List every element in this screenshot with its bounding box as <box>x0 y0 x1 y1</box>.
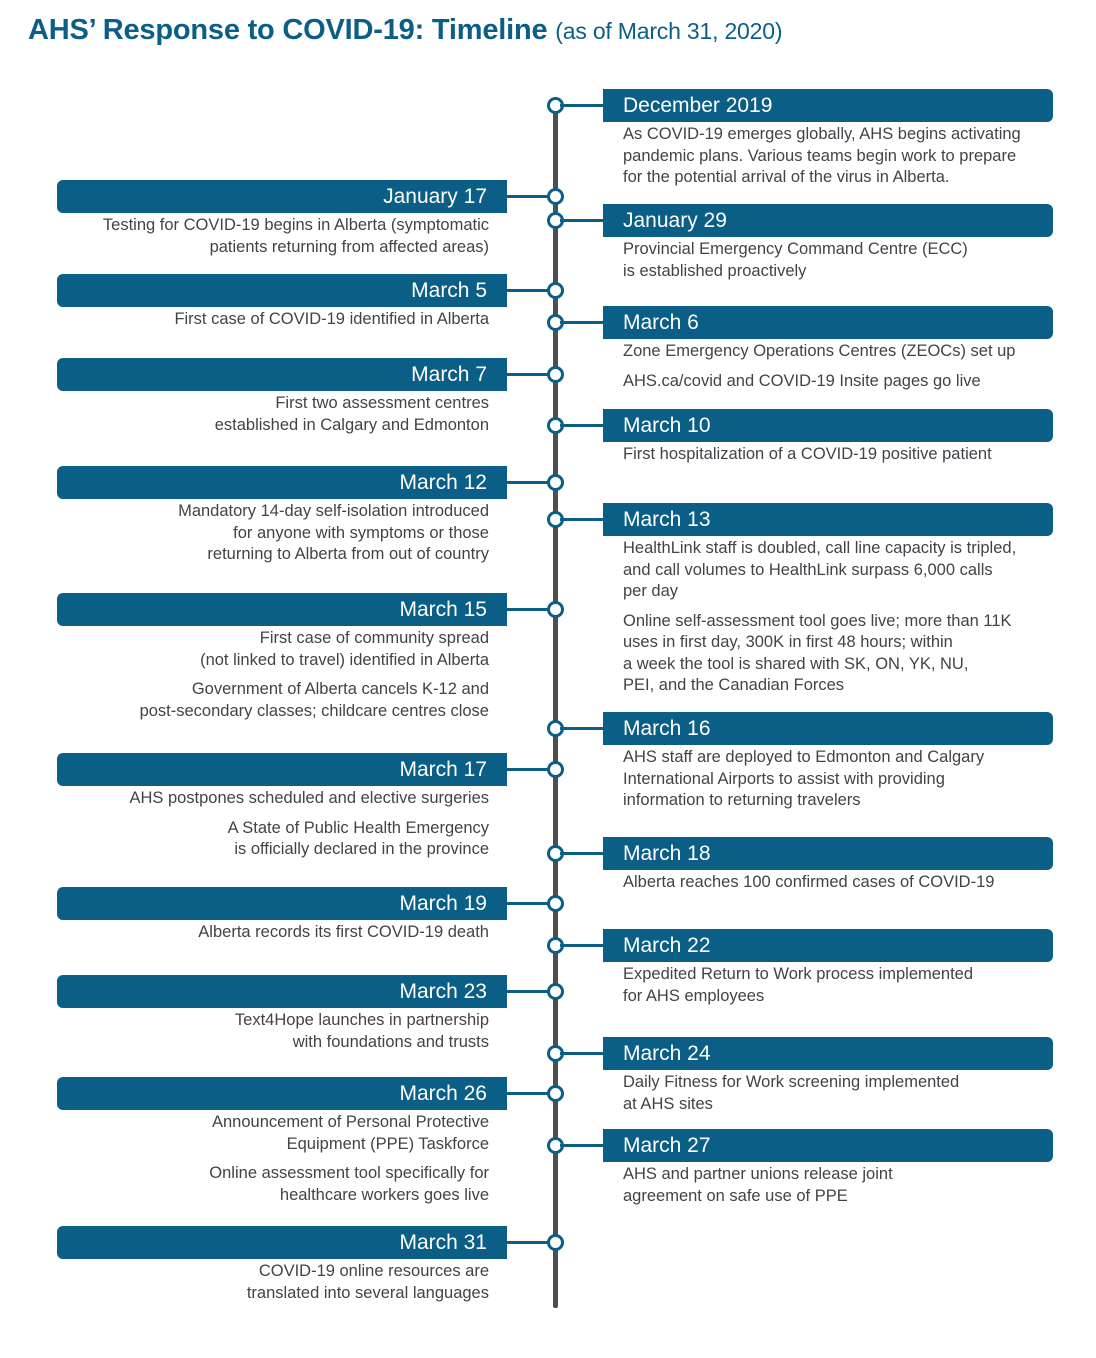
event-text-line: Mandatory 14-day self-isolation introduced <box>178 502 489 520</box>
event-text-line: with foundations and trusts <box>292 1032 489 1051</box>
event-description <box>623 747 1053 812</box>
timeline-connector <box>505 373 549 376</box>
event-description <box>623 872 1053 894</box>
event-paragraph <box>623 964 1053 1007</box>
event-text-line: AHS and partner unions release joint <box>623 1165 893 1183</box>
event-text-line: for AHS employees <box>623 986 765 1005</box>
event-description <box>49 1010 489 1053</box>
event-description <box>49 628 489 722</box>
event-text-line: healthcare workers goes live <box>279 1185 489 1204</box>
event-text-line: A State of Public Health Emergency <box>227 818 489 837</box>
timeline-connector <box>505 1092 549 1095</box>
event-description <box>623 341 1053 392</box>
timeline-connector <box>505 289 549 292</box>
event-date: March 15 <box>57 593 507 626</box>
timeline-connector <box>560 1144 606 1147</box>
event-description <box>623 1164 1053 1207</box>
event-text-line: a week the tool is shared with SK, ON, YK, NU, <box>623 654 969 673</box>
event-paragraph <box>49 215 489 258</box>
event-paragraph <box>49 1163 489 1206</box>
event-description <box>623 444 1053 466</box>
timeline-connector <box>560 104 606 107</box>
event-text-line: for the potential arrival of the virus in Alberta. <box>623 168 950 186</box>
event-date: March 22 <box>603 929 1053 962</box>
event-paragraph <box>49 922 489 944</box>
event-text-line: As COVID-19 emerges globally, AHS begins activating <box>623 125 1021 143</box>
event-date: January 29 <box>603 204 1053 237</box>
event-description <box>49 1261 489 1304</box>
timeline-connector <box>560 944 606 947</box>
event-paragraph <box>623 444 1053 466</box>
event-text-line: per day <box>623 582 679 600</box>
timeline-marker <box>547 895 564 912</box>
timeline-connector <box>505 1241 549 1244</box>
event-description <box>623 1072 1053 1115</box>
event-text-line: Provincial Emergency Command Centre (ECC) <box>623 240 968 258</box>
event-date: March 27 <box>603 1129 1053 1162</box>
event-text-line: First hospitalization of a COVID-19 positive patient <box>623 445 992 463</box>
event-text-line: uses in first day, 300K in first 48 hours; within <box>623 633 953 651</box>
event-text-line: HealthLink staff is doubled, call line capacity is tripled, <box>623 539 1017 557</box>
event-date: March 12 <box>57 466 507 499</box>
timeline-connector <box>560 321 606 324</box>
timeline-connector <box>505 768 549 771</box>
timeline-connector <box>560 424 606 427</box>
event-date: March 10 <box>603 409 1053 442</box>
event-text-line: and call volumes to HealthLink surpass 6,000 calls <box>623 560 993 579</box>
timeline-marker <box>547 366 564 383</box>
event-date: March 26 <box>57 1077 507 1110</box>
event-text-line: Expedited Return to Work process implemented <box>623 965 974 983</box>
event-text-line: translated into several languages <box>246 1283 489 1302</box>
event-paragraph <box>49 788 489 810</box>
title-date: (as of March 31, 2020) <box>555 18 783 44</box>
timeline-connector <box>505 195 549 198</box>
event-paragraph <box>49 1261 489 1304</box>
event-date: March 31 <box>57 1226 507 1259</box>
title-main: AHS’ Response to COVID-19: Timeline <box>28 14 548 46</box>
event-date: January 17 <box>57 180 507 213</box>
timeline-marker <box>547 282 564 299</box>
event-text-line: AHS.ca/covid and COVID-19 Insite pages go live <box>623 371 981 390</box>
page-title <box>28 14 782 47</box>
event-paragraph <box>49 309 489 331</box>
event-text-line: Zone Emergency Operations Centres (ZEOCs) set up <box>623 342 1016 360</box>
event-date: March 6 <box>603 306 1053 339</box>
event-description <box>623 124 1053 189</box>
event-text-line: agreement on safe use of PPE <box>623 1186 848 1205</box>
event-text-line: Online self-assessment tool goes live; more than 11K <box>623 611 1012 630</box>
event-date: March 19 <box>57 887 507 920</box>
timeline-marker <box>547 601 564 618</box>
event-description <box>623 239 1053 282</box>
timeline-marker <box>547 188 564 205</box>
event-description <box>49 788 489 861</box>
event-text-line: Announcement of Personal Protective <box>212 1113 489 1131</box>
timeline-marker <box>547 474 564 491</box>
event-date: March 24 <box>603 1037 1053 1070</box>
event-text-line: established in Calgary and Edmonton <box>214 415 489 434</box>
event-date: December 2019 <box>603 89 1053 122</box>
event-text-line: is officially declared in the province <box>234 840 489 858</box>
event-paragraph <box>623 124 1053 189</box>
event-date: March 7 <box>57 358 507 391</box>
event-text-line: AHS postpones scheduled and elective surgeries <box>129 789 489 807</box>
timeline-connector <box>560 852 606 855</box>
event-paragraph <box>623 341 1053 363</box>
event-text-line: is established proactively <box>623 261 807 280</box>
event-text-line: patients returning from affected areas) <box>209 237 489 256</box>
event-paragraph <box>623 747 1053 812</box>
event-description <box>49 1112 489 1206</box>
event-paragraph <box>623 1072 1053 1115</box>
event-text-line: Equipment (PPE) Taskforce <box>286 1134 489 1153</box>
event-paragraph <box>623 1164 1053 1207</box>
event-text-line: Testing for COVID-19 begins in Alberta (symptomatic <box>102 216 489 234</box>
event-date: March 13 <box>603 503 1053 536</box>
event-text-line: AHS staff are deployed to Edmonton and Calgary <box>623 748 985 766</box>
event-text-line: information to returning travelers <box>623 791 861 809</box>
timeline-connector <box>560 219 606 222</box>
event-text-line: PEI, and the Canadian Forces <box>623 676 845 694</box>
timeline-marker <box>547 761 564 778</box>
event-paragraph <box>623 371 1053 393</box>
event-description <box>49 501 489 566</box>
event-paragraph <box>49 1010 489 1053</box>
event-text-line: First two assessment centres <box>275 394 489 412</box>
event-paragraph <box>49 628 489 671</box>
event-description <box>623 964 1053 1007</box>
event-description <box>49 215 489 258</box>
event-date: March 17 <box>57 753 507 786</box>
event-text-line: pandemic plans. Various teams begin work to prepare <box>623 146 1017 165</box>
event-date: March 5 <box>57 274 507 307</box>
event-paragraph <box>49 393 489 436</box>
event-paragraph <box>49 501 489 566</box>
event-date: March 18 <box>603 837 1053 870</box>
event-text-line: (not linked to travel) identified in Alberta <box>200 650 489 669</box>
event-text-line: Alberta reaches 100 confirmed cases of COVID-19 <box>623 873 995 891</box>
timeline-connector <box>560 518 606 521</box>
timeline-connector <box>505 608 549 611</box>
timeline-connector <box>505 481 549 484</box>
event-text-line: for anyone with symptoms or those <box>233 523 489 542</box>
event-paragraph <box>623 611 1053 697</box>
event-text-line: Online assessment tool specifically for <box>209 1164 489 1182</box>
event-text-line: post-secondary classes; childcare centres close <box>139 701 489 720</box>
event-paragraph <box>49 1112 489 1155</box>
event-text-line: Alberta records its first COVID-19 death <box>198 923 489 941</box>
event-description <box>623 538 1053 697</box>
event-text-line: returning to Alberta from out of country <box>207 545 489 563</box>
event-paragraph <box>49 679 489 722</box>
event-text-line: First case of COVID-19 identified in Alberta <box>174 310 489 328</box>
timeline-marker <box>547 1234 564 1251</box>
event-paragraph <box>623 239 1053 282</box>
event-text-line: at AHS sites <box>623 1094 713 1113</box>
event-text-line: Text4Hope launches in partnership <box>234 1011 489 1029</box>
event-text-line: COVID-19 online resources are <box>258 1262 489 1280</box>
event-description <box>49 309 489 331</box>
event-date: March 23 <box>57 975 507 1008</box>
timeline-connector <box>560 1052 606 1055</box>
event-paragraph <box>49 818 489 861</box>
event-text-line: Government of Alberta cancels K-12 and <box>191 680 489 698</box>
timeline-marker <box>547 983 564 1000</box>
event-date: March 16 <box>603 712 1053 745</box>
event-description <box>49 393 489 436</box>
timeline-connector <box>505 902 549 905</box>
event-text-line: First case of community spread <box>259 629 489 647</box>
timeline-connector <box>505 990 549 993</box>
event-paragraph <box>623 872 1053 894</box>
event-text-line: Daily Fitness for Work screening implemented <box>623 1073 960 1091</box>
timeline-connector <box>560 727 606 730</box>
event-text-line: International Airports to assist with providing <box>623 769 945 788</box>
event-paragraph <box>623 538 1053 603</box>
event-description <box>49 922 489 944</box>
timeline-marker <box>547 1085 564 1102</box>
